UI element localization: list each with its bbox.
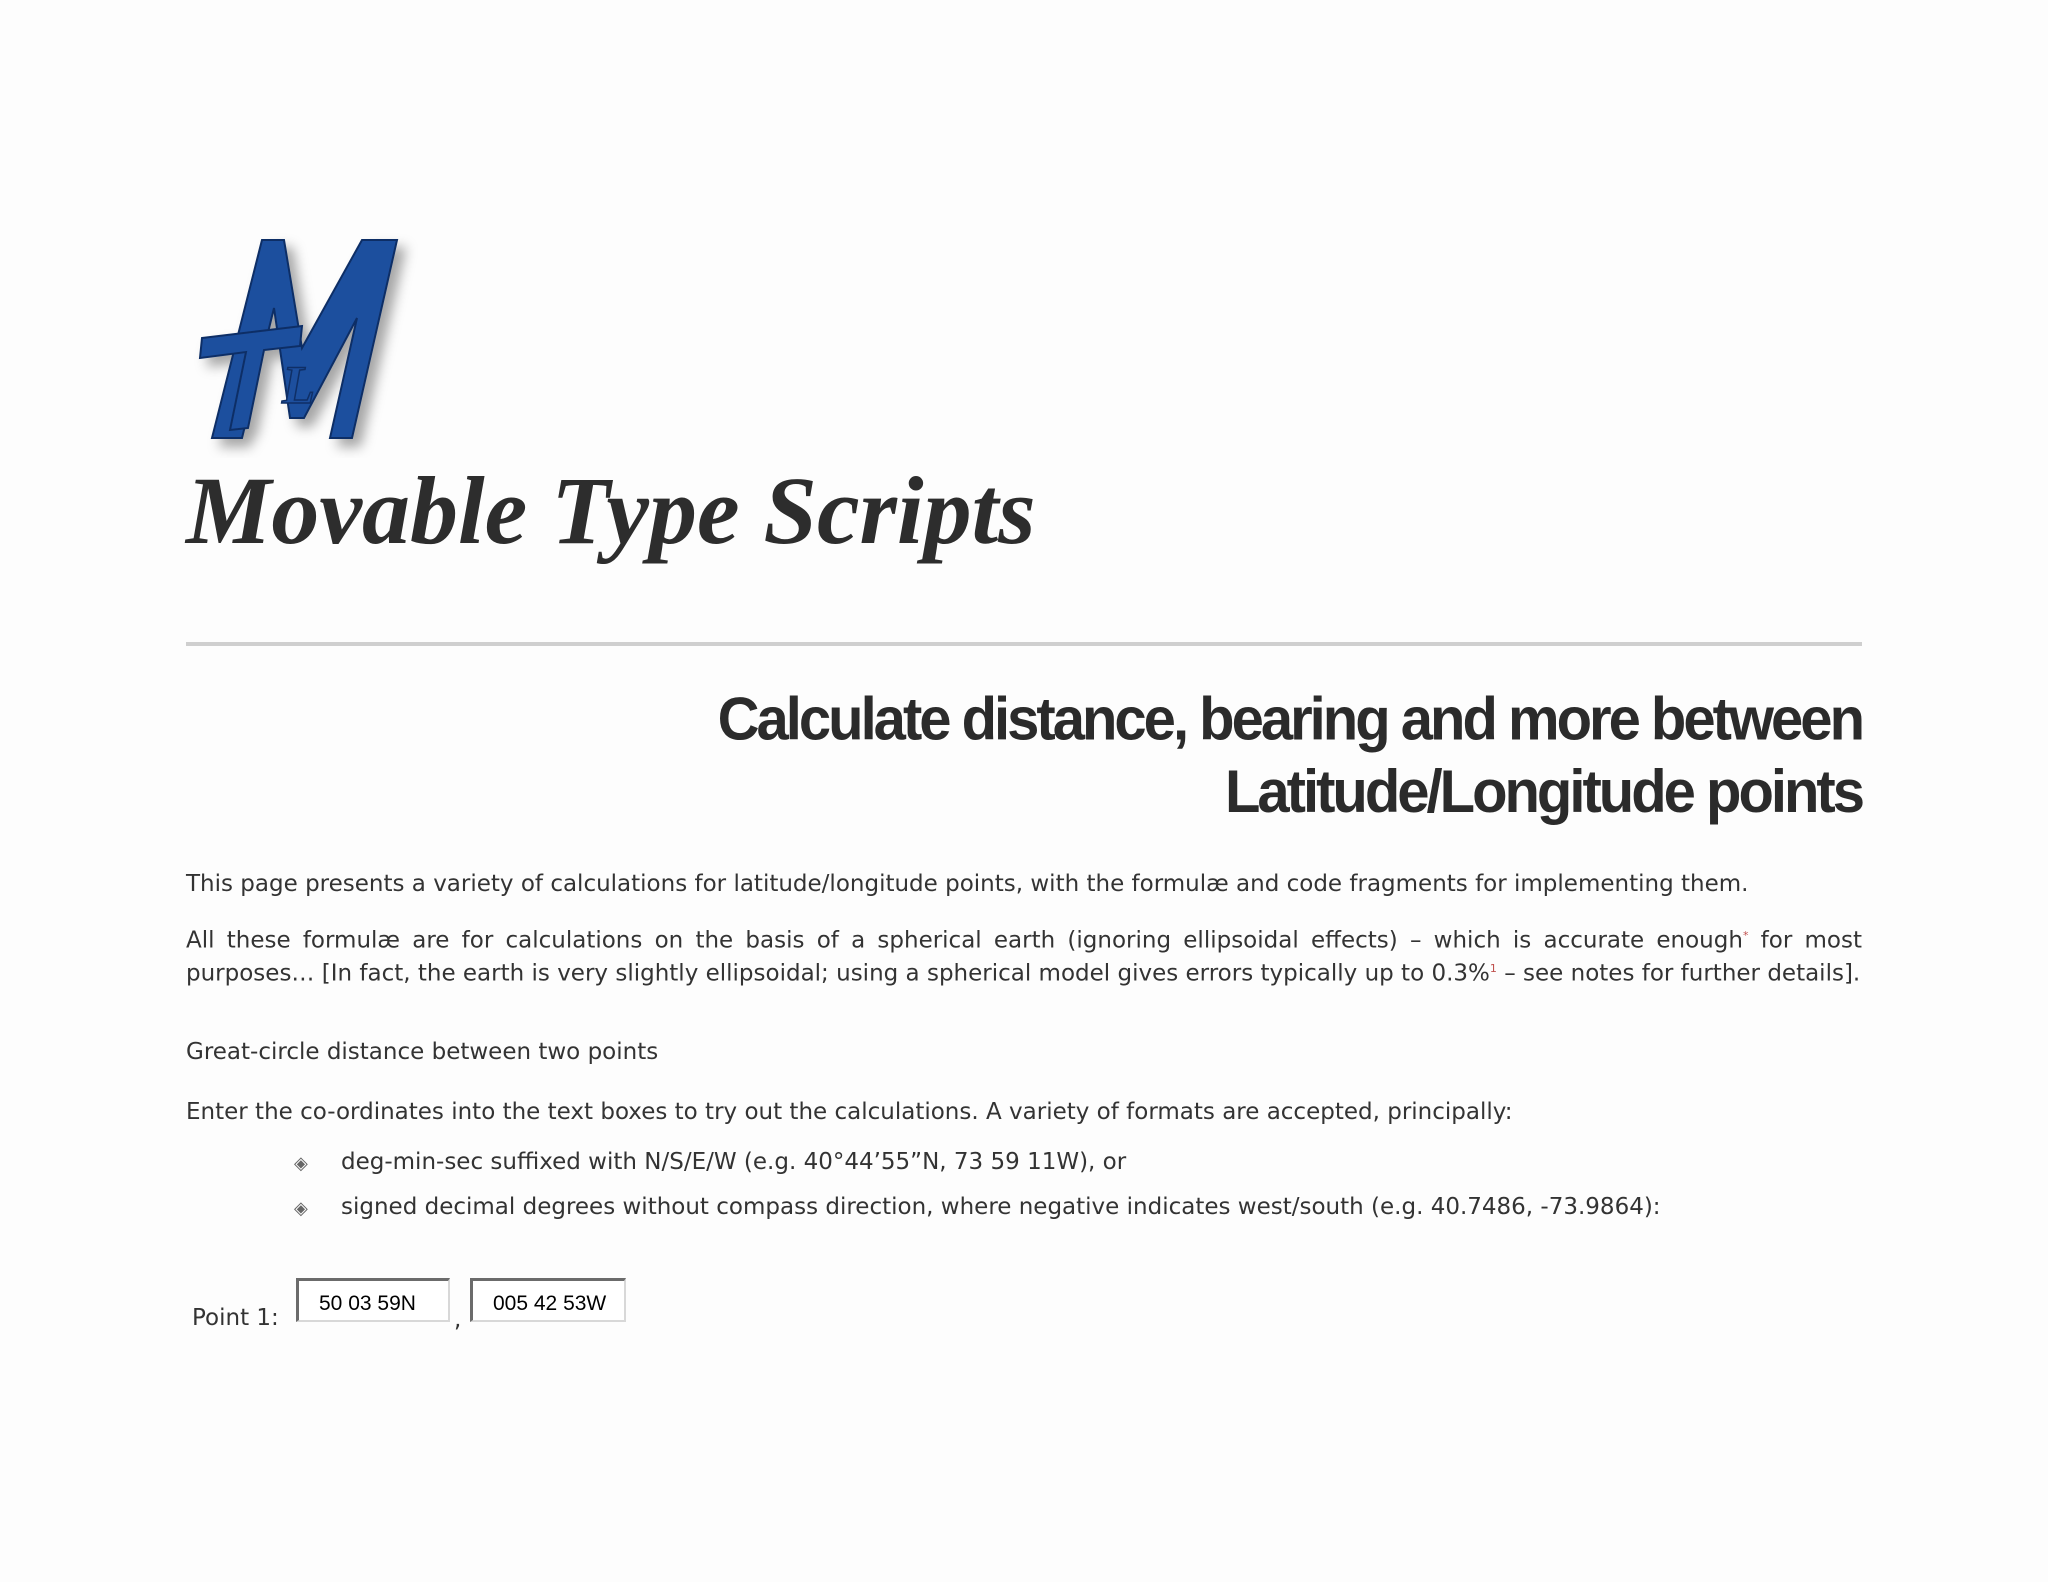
coordinate-separator: , (454, 1307, 462, 1333)
format-item-text: deg-min-sec suffixed with N/S/E/W (e.g. 40°44’55”N, 73 59 11W), or (341, 1149, 1127, 1175)
formulae-note-paragraph (186, 922, 1862, 987)
list-item (294, 1193, 1661, 1223)
section-title: Great-circle distance between two points (186, 1039, 659, 1065)
logo-mark-icon (192, 228, 422, 458)
intro-paragraph: This page presents a variety of calculations for latitude/longitude points, with the formulæ and code fragments for implementing them. (186, 871, 1749, 897)
svg-text:L: L (282, 355, 315, 415)
formulae-note-text-1: All these formulæ are for calculations on the basis of a spherical earth (ignoring ellipsoidal effects) – which is accurate enough (186, 927, 1743, 954)
diamond-bullet-icon: ◈ (294, 1198, 308, 1219)
point-1-longitude-input[interactable] (470, 1278, 626, 1322)
point-1-latitude-input[interactable] (296, 1278, 450, 1322)
point-1-label: Point 1: (192, 1305, 279, 1331)
format-item-text: signed decimal degrees without compass direction, where negative indicates west/south (e.g. 40.7486, -73.9864): (341, 1194, 1661, 1220)
formulae-note-text-3: – see notes for further details]. (1496, 960, 1861, 987)
mtl-logo[interactable] (192, 228, 422, 458)
formulae-note-text-2: for most purposes… [In fact, the earth is very slightly ellipsoidal; using a spherical model gives errors typically up to 0.3% (186, 927, 1862, 987)
footnote-marker-star[interactable]: * (1742, 929, 1749, 942)
site-title: Movable Type Scripts (186, 457, 1036, 564)
header-divider (186, 642, 1862, 646)
formats-list (294, 1148, 1661, 1238)
instructions-paragraph: Enter the co-ordinates into the text boxes to try out the calculations. A variety of formats are accepted, principally: (186, 1099, 1513, 1125)
list-item (294, 1148, 1661, 1178)
footnote-marker-1[interactable]: 1 (1489, 961, 1497, 975)
page-heading: Calculate distance, bearing and more between Latitude/Longitude points (717, 685, 1862, 826)
diamond-bullet-icon: ◈ (294, 1153, 308, 1174)
